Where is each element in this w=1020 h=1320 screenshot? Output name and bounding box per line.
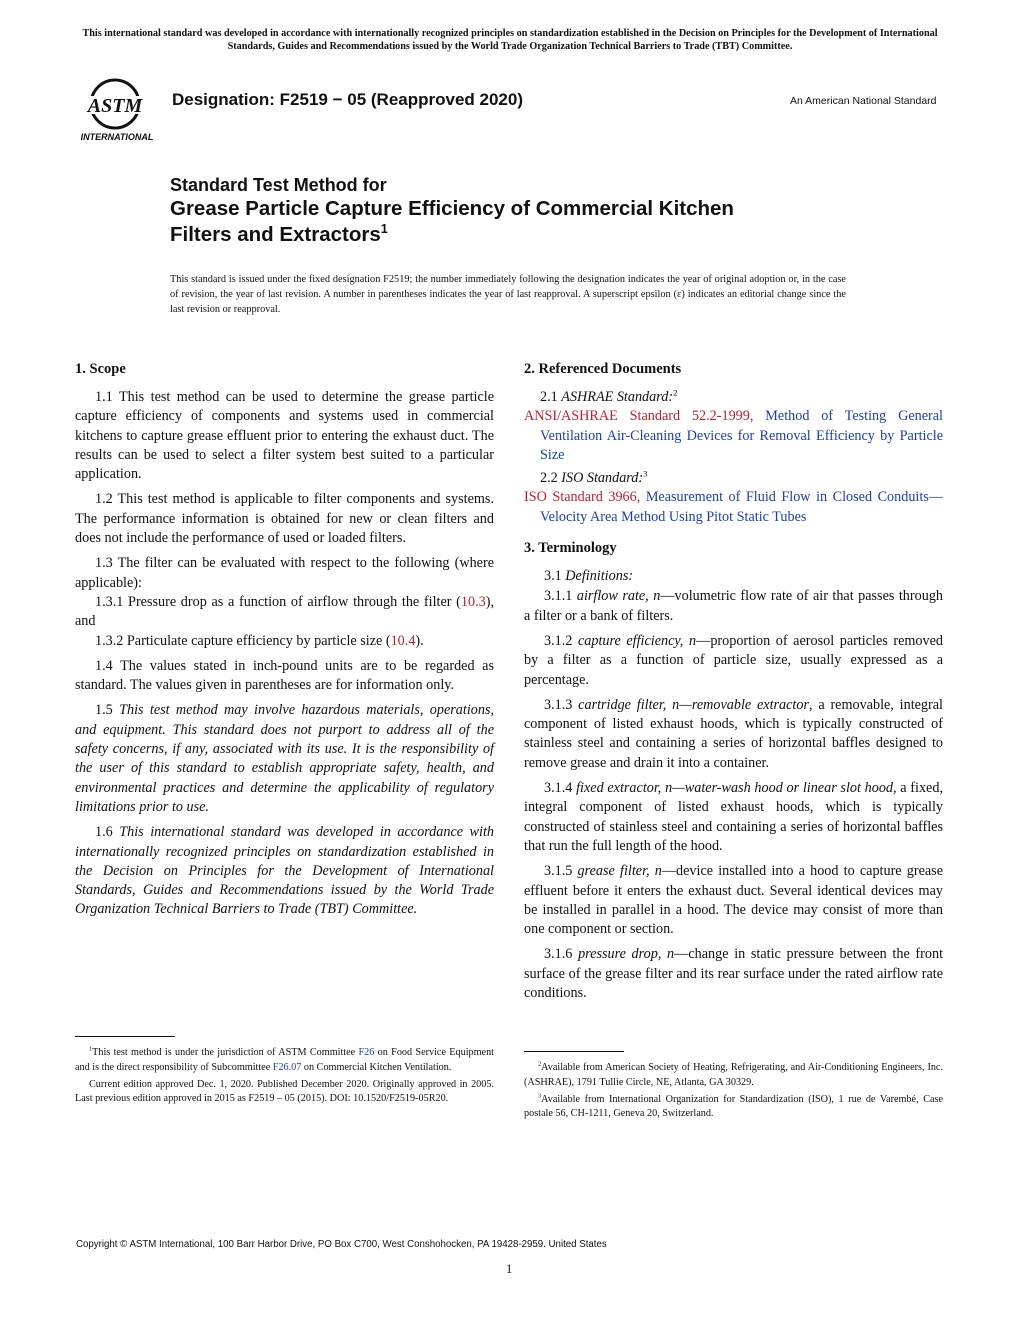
term-3-1-3-term: cartridge filter, n—removable extractor <box>578 696 809 713</box>
subcommittee-f26-07-link[interactable]: F26.07 <box>272 1061 302 1073</box>
committee-f26-link[interactable]: F26 <box>358 1047 375 1058</box>
term-3-1-2 <box>524 632 943 690</box>
section-heading-terminology: 3. Terminology <box>524 540 617 557</box>
paragraph-1-2: 1.2 This test method is applicable to filter components and systems. The performance information is obtained for new or clean filters and does not include the performance of used or loaded filters. <box>75 491 494 547</box>
document-title <box>170 174 890 248</box>
paragraph-1-3: 1.3 The filter can be evaluated with respect to the following (where applicable): <box>75 555 494 591</box>
term-3-1-5-term: grease filter, n <box>577 863 662 880</box>
logo-subword: INTERNATIONAL <box>80 132 154 142</box>
term-3-1-1 <box>524 587 943 626</box>
ashrae-standard-label <box>524 388 943 407</box>
term-3-1-2-term: capture efficiency, n <box>577 632 697 649</box>
footnote-2 <box>524 1061 943 1091</box>
footnote-1-text-a: This test method is under the jurisdiction of ASTM Committee <box>92 1047 359 1058</box>
iso-standard-label-text: ISO Standard: <box>561 470 644 487</box>
paragraph-1-3-2-end: ). <box>415 632 424 649</box>
term-3-1-3-definition: , a removable, integral component of listed exhaust hoods, which is typically constructed of stainless steel and containing a series of horizontal baffles designed to remove grease and drain it into a container. <box>524 696 943 771</box>
term-3-1-4-definition: , a fixed, integral component of listed exhaust hoods, which is typically constructed of stainless steel and containing a series of horizontal baffles that run the full length of the hood. <box>524 780 943 854</box>
footnote-3 <box>524 1093 943 1123</box>
title-line-1: Standard Test Method for <box>170 175 387 195</box>
definitions-number: 3.1 <box>544 568 566 585</box>
term-3-1-6 <box>524 945 943 1003</box>
ashrae-reference <box>524 407 943 465</box>
section-link-10-4[interactable]: 10.4 <box>390 632 416 649</box>
iso-reference <box>524 488 943 527</box>
right-column <box>524 360 943 1009</box>
ashrae-standard-link[interactable]: ANSI/ASHRAE Standard 52.2-1999, <box>524 408 754 425</box>
copyright: Copyright © ASTM International, 100 Barr Harbor Drive, PO Box C700, West Conshohocken, PA 19428-2959. United States <box>76 1239 607 1250</box>
section-heading-referenced-documents: 2. Referenced Documents <box>524 361 682 377</box>
footnote-divider-left <box>75 1036 175 1037</box>
paragraph-1-3-1-end: ), and <box>75 593 494 630</box>
footnotes-right <box>524 1061 943 1124</box>
paragraph-1-5-number: 1.5 <box>95 702 120 719</box>
title-footnote-mark[interactable]: 1 <box>380 221 388 237</box>
astm-logo <box>74 78 160 144</box>
paragraph-1-6 <box>75 823 494 919</box>
footnote-1 <box>75 1046 494 1076</box>
paragraph-1-6-text: This international standard was developed in accordance with internationally recognized principles on standardization established in the Decision on Principles for the Development of International Standards, Guides and Recommendations issued by the World Trade Organization Technical Barriers to Trade (TBT) Committee. <box>75 824 494 918</box>
term-3-1-5-number: 3.1.5 <box>544 863 578 880</box>
section-heading-scope: 1. Scope <box>75 361 126 377</box>
footnote-divider-right <box>524 1051 624 1052</box>
footnote-2-text: Available from American Society of Heating, Refrigerating, and Air-Conditioning Engineers, Inc. (ASHRAE), 1791 Tullie Circle, NE, Atlanta, GA 30329. <box>524 1062 943 1088</box>
definitions-label <box>524 567 943 586</box>
term-3-1-5 <box>524 862 943 939</box>
title-line-3 <box>170 222 890 248</box>
footnotes-left <box>75 1046 494 1109</box>
ashrae-standard-label-text: ASHRAE Standard: <box>561 389 674 405</box>
term-3-1-4 <box>524 779 943 856</box>
term-3-1-1-definition: —volumetric flow rate of air that passes through a filter or a bank of filters. <box>524 588 944 624</box>
footnote-2-mark: 2 <box>538 1060 542 1068</box>
left-column <box>75 360 494 926</box>
section-link-10-3[interactable]: 10.3 <box>460 593 486 610</box>
footnote-mark-2[interactable]: 2 <box>673 387 678 398</box>
paragraph-1-3-1-text: 1.3.1 Pressure drop as a function of airflow through the filter ( <box>95 593 461 610</box>
logo-word: ASTM <box>87 95 143 117</box>
footnote-1-mark: 1 <box>89 1045 93 1053</box>
footnote-1-text-b: on Food Service Equipment and is the direct responsibility of Subcommittee <box>75 1047 494 1073</box>
footnote-3-text: Available from International Organization for Standardization (ISO), 1 rue de Varembé, Case postale 56, CH-1211, Geneva 20, Switzerland. <box>524 1093 943 1120</box>
term-3-1-4-term: fixed extractor, n—water-wash hood or linear slot hood <box>576 780 894 797</box>
term-3-1-5-definition: —device installed into a hood to capture grease effluent before it enters the exhaust duct. Several identical devices may be installed in parallel in a hood. The device may consist of more than one component or section. <box>524 863 943 938</box>
american-national-standard: An American National Standard <box>790 95 937 107</box>
definitions-label-text: Definitions: <box>565 568 634 585</box>
term-3-1-6-number: 3.1.6 <box>544 946 579 963</box>
term-3-1-2-definition: —proportion of aerosol particles removed by a filter as a function of particle size, usually expressed as a percentage. <box>524 632 943 688</box>
paragraph-1-3-1 <box>75 593 494 632</box>
footnote-1-edition: Current edition approved Dec. 1, 2020. Published December 2020. Originally approved in 2005. Last previous edition approved in 2015 as F2519 – 05 (2015). DOI: 10.1520/F2519-05R20. <box>75 1078 494 1105</box>
paragraph-1-4: 1.4 The values stated in inch-pound units are to be regarded as standard. The values given in parentheses are for information only. <box>75 657 494 694</box>
term-3-1-2-number: 3.1.2 <box>544 632 578 649</box>
designation: Designation: F2519 − 05 (Reapproved 2020) <box>172 90 523 109</box>
iso-standard-link[interactable]: ISO Standard 3966, <box>524 489 641 506</box>
title-line-3-text: Filters and Extractors <box>170 223 381 246</box>
footnote-mark-3[interactable]: 3 <box>643 468 648 479</box>
term-3-1-4-number: 3.1.4 <box>544 780 577 797</box>
ashrae-standard-number: 2.1 <box>540 389 562 405</box>
paragraph-1-3-2-text: 1.3.2 Particulate capture efficiency by particle size ( <box>95 632 391 649</box>
ashrae-title-link[interactable]: Method of Testing General Ventilation Air-Cleaning Devices for Removal Efficiency by Particle Size <box>540 408 943 463</box>
top-notice: This international standard was developed in accordance with internationally recognized principles on standardization established in the Decision on Principles for the Development of International Standards, Guides and Recommendations issued by the World Trade Organization Technical Barriers to Trade (TBT) Committee. <box>82 28 938 52</box>
iso-standard-label <box>524 469 943 488</box>
term-3-1-6-term: pressure drop, n <box>578 946 675 963</box>
term-3-1-3-number: 3.1.3 <box>544 696 579 713</box>
astm-logo-icon <box>74 78 160 144</box>
page-number: 1 <box>506 1262 513 1276</box>
paragraph-1-1: 1.1 This test method can be used to determine the grease particle capture efficiency of components and systems used in commercial kitchens to capture grease effluent prior to entering the exhaust duct. The results can be used to select a filter system best suited to a particular application. <box>75 389 494 483</box>
paragraph-1-5-text: This test method may involve hazardous materials, operations, and equipment. This standard does not purport to address all of the safety concerns, if any, associated with its use. It is the responsibility of the user of this standard to establish appropriate safety, health, and environmental practices and determine the applicability of regulatory limitations prior to use. <box>75 702 495 815</box>
paragraph-1-5 <box>75 701 494 817</box>
title-line-2: Grease Particle Capture Efficiency of Commercial Kitchen <box>170 197 734 220</box>
term-3-1-1-number: 3.1.1 <box>544 588 577 605</box>
paragraph-1-6-number: 1.6 <box>95 824 120 841</box>
issued-notice: This standard is issued under the fixed designation F2519; the number immediately following the designation indicates the year of original adoption or, in the case of revision, the year of last revision. A number in parentheses indicates the year of last reapproval. A superscript epsilon (ε) indicates an editorial change since the last revision or reapproval. <box>170 274 846 315</box>
footnote-3-mark: 3 <box>538 1092 542 1100</box>
footnote-1-text-c: on Commercial Kitchen Ventilation. <box>301 1061 452 1073</box>
term-3-1-1-term: airflow rate, n <box>576 588 661 605</box>
term-3-1-3 <box>524 696 943 773</box>
iso-standard-number: 2.2 <box>540 470 562 487</box>
term-3-1-6-definition: —change in static pressure between the front surface of the grease filter and its rear surface under the rated airflow rate conditions. <box>524 946 944 1002</box>
paragraph-1-3-2 <box>75 632 494 651</box>
iso-title-link[interactable]: Measurement of Fluid Flow in Closed Conduits—Velocity Area Method Using Pitot Static Tubes <box>540 489 944 525</box>
